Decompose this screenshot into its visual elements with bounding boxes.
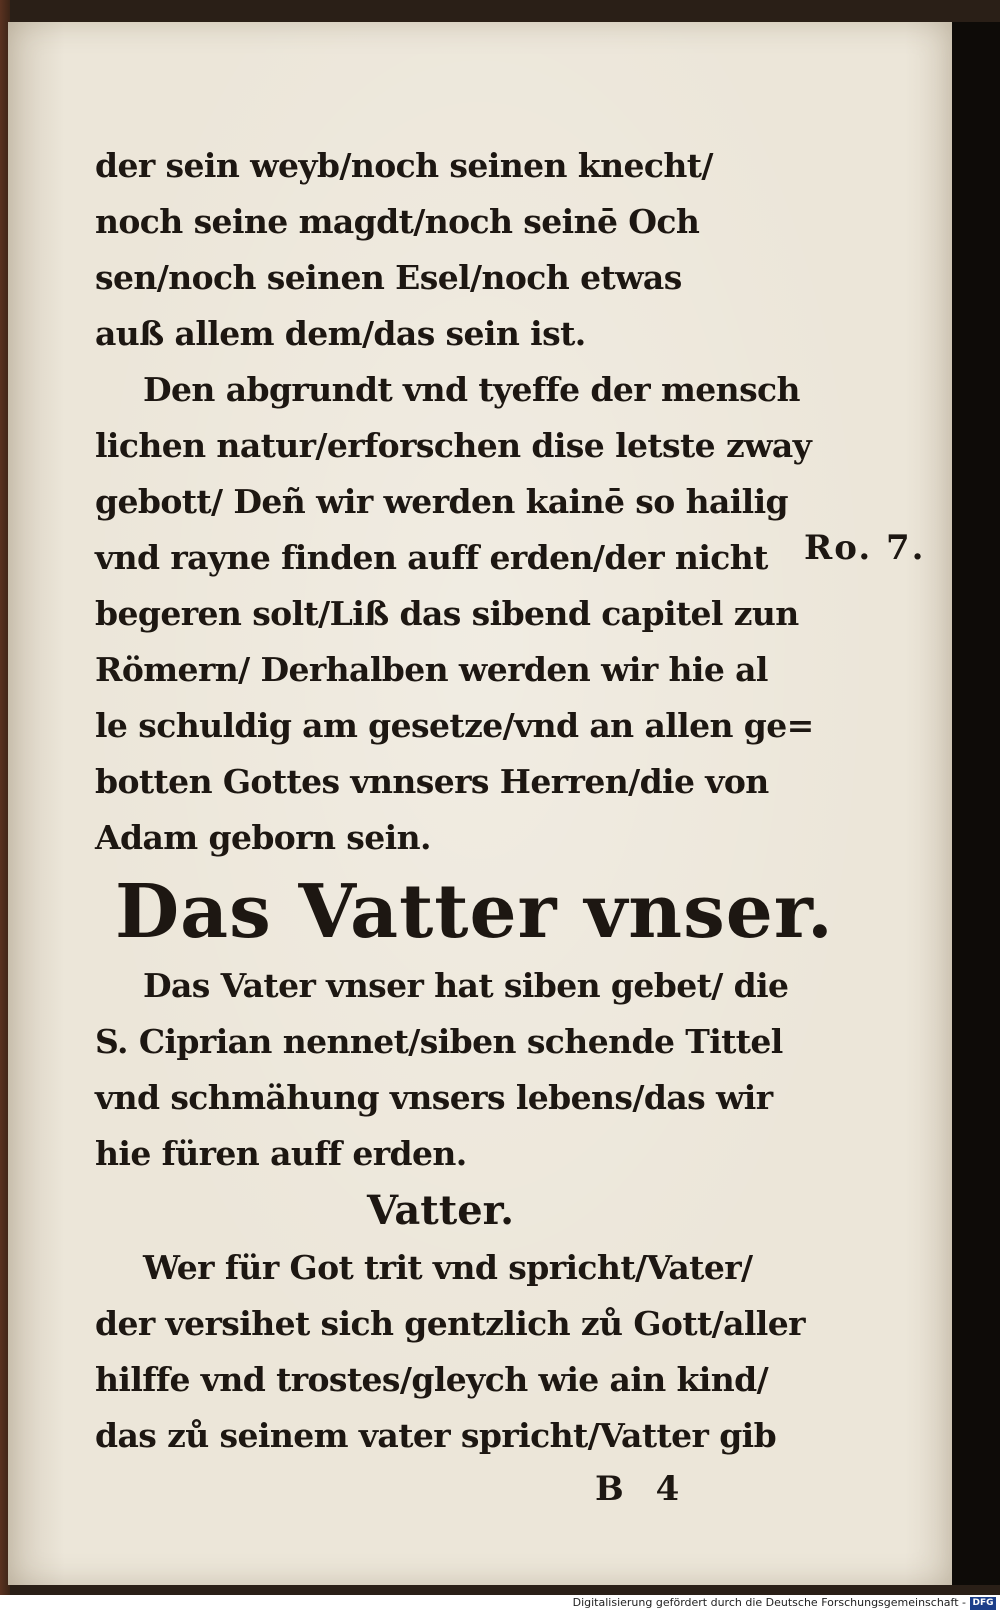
body-text [95, 138, 834, 1514]
text-line: le schuldig am gesetze/vnd an allen ge= [95, 706, 814, 745]
text-line: botten Gottes vnnsers Herren/die von [95, 762, 769, 801]
signature-mark: B 4 [595, 1469, 690, 1509]
text-line: noch seine magdt/noch seinē Och [95, 202, 700, 241]
text-line: vnd schmähung vnsers lebens/das wir [95, 1078, 773, 1117]
text-line: Wer für Got trit vnd spricht/Vater/ [143, 1248, 753, 1287]
text-line: begeren solt/Liß das sibend capitel zun [95, 594, 799, 633]
text-line: Das Vater vnser hat siben gebet/ die [143, 966, 789, 1005]
text-line: auß allem dem/das sein ist. [95, 314, 586, 353]
text-line: Den abgrundt vnd tyeffe der mensch [143, 370, 800, 409]
text-line: sen/noch seinen Esel/noch etwas [95, 258, 682, 297]
text-line: Adam geborn sein. [95, 818, 431, 857]
text-line: gebott/ Deñ wir werden kainē so hailig [95, 482, 789, 521]
text-line: vnd rayne finden auff erden/der nicht [95, 538, 768, 577]
dfg-logo: DFG [970, 1597, 996, 1610]
text-line: das zů seinem vater spricht/Vatter gib [95, 1416, 777, 1455]
footer-bar [0, 1595, 1000, 1613]
text-line: hie füren auff erden. [95, 1134, 467, 1173]
section-heading: Das Vatter vnser. [115, 869, 834, 955]
subsection-heading: Vatter. [367, 1187, 515, 1234]
scan-border [952, 22, 1000, 1585]
text-line: hilffe vnd trostes/gleych wie ain kind/ [95, 1360, 769, 1399]
text-line: lichen natur/erforschen dise letste zway [95, 426, 812, 465]
text-line: Römern/ Derhalben werden wir hie al [95, 650, 768, 689]
funding-credit: Digitalisierung gefördert durch die Deutsche Forschungsgemeinschaft - [572, 1596, 966, 1609]
text-line: der sein weyb/noch seinen knecht/ [95, 146, 713, 185]
text-line: S. Ciprian nennet/siben schende Tittel [95, 1022, 783, 1061]
margin-note: Ro. 7. [804, 528, 926, 568]
text-line: der versihet sich gentzlich zů Gott/aller [95, 1304, 805, 1343]
